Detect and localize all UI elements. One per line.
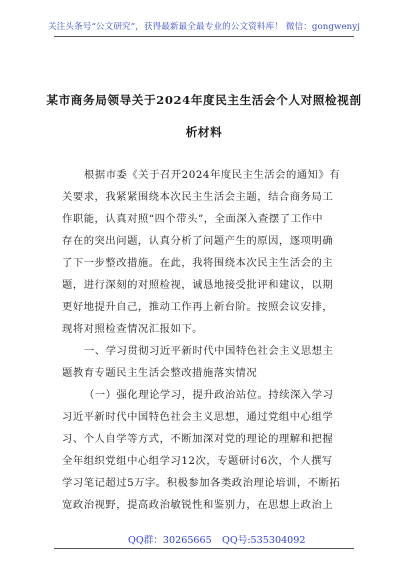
document-title-line-2: 析材料 [185, 125, 223, 139]
paragraph-line: 宽政治视野，提高政治敏锐性和鉴别力，在思想上政治上 [62, 499, 334, 511]
subsection-line: （一）强化理论学习，提升政治站位。持续深入学习 [84, 389, 334, 401]
paragraph-line: 了下一步整改措施。在此，我将围绕本次民主生活会的主 [62, 257, 334, 269]
paragraph-line: 根据市委《关于召开2024年度民主生活会的通知》有 [84, 169, 341, 181]
section-heading-line-2: 题教育专题民主生活会整改措施落实情况 [62, 367, 258, 379]
qq-number-text: QQ号:535304092 [222, 535, 306, 546]
footer [0, 532, 408, 546]
paragraph-line: 关要求，我紧紧围绕本次民主生活会主题，结合商务局工 [62, 191, 334, 203]
paragraph-line: 存在的突出问题，认真分析了问题产生的原因，逐项明确 [62, 235, 334, 247]
footer-divider [54, 548, 354, 549]
paragraph-line: 作职能，认真对照“四个带头”，全面深入查摆了工作中 [62, 213, 324, 225]
paragraph-line: 更好地提升自己，推动工作再上新台阶。按照会议安排， [62, 301, 334, 313]
section-heading-line-1: 一、学习贯彻习近平新时代中国特色社会主义思想主 [84, 345, 334, 357]
paragraph-line: 全年组织党组中心组学习12次，专题研讨6次，个人撰写 [62, 455, 333, 467]
paragraph-line: 现将对照检查情况汇报如下。 [62, 323, 204, 335]
paragraph-line: 学习笔记超过5万字。积极参加各类政治理论培训，不断拓 [62, 477, 341, 489]
paragraph-line: 习近平新时代中国特色社会主义思想，通过党组中心组学 [62, 411, 334, 423]
paragraph-line: 习、个人自学等方式，不断加深对党的理论的理解和把握 [62, 433, 334, 445]
document-title-line-1: 某市商务局领导关于2024年度民主生活会个人对照检视剖 [46, 93, 362, 107]
paragraph-line: 题，进行深刻的对照检视，诚恳地接受批评和建议，以期 [62, 279, 334, 291]
qq-group-text: QQ群：30265665 [128, 535, 212, 546]
header-divider [54, 36, 354, 37]
header-banner: 关注头条号“公文研究”，获得最新最全最专业的公文资料库！ 微信：gongwenyj [47, 22, 361, 32]
